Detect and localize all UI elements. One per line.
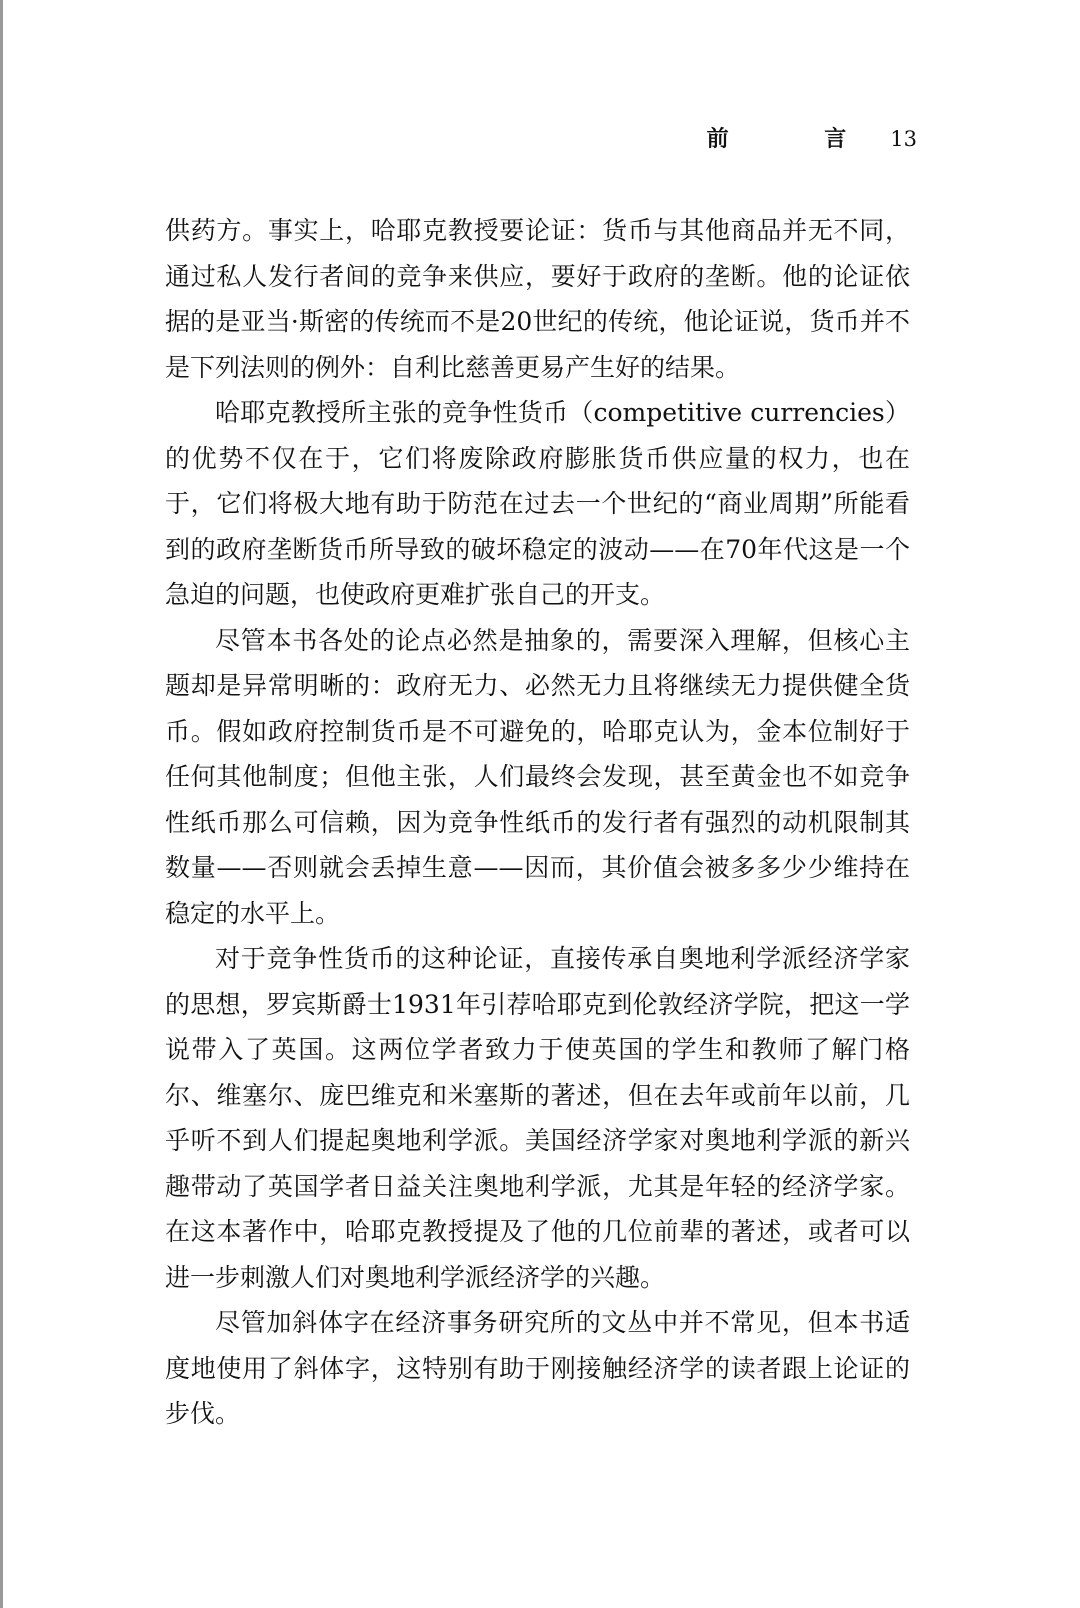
- paragraph-5: 尽管加斜体字在经济事务研究所的文丛中并不常见，但本书适度地使用了斜体字，这特别有助于刚接触经济学的读者跟上论证的步伐。: [165, 1308, 910, 1428]
- running-head-title: 前 言: [706, 126, 891, 152]
- page-left-edge: [0, 0, 3, 1608]
- paragraph-1: 供药方。事实上，哈耶克教授要论证：货币与其他商品并无不同，通过私人发行者间的竞争来供应，要好于政府的垄断。他的论证依据的是亚当·斯密的传统而不是20世纪的传统，他论证说，货币并不是下列法则的例外：自利比慈善更易产生好的结果。: [165, 216, 910, 382]
- running-head: [707, 122, 917, 156]
- paragraph-2: 哈耶克教授所主张的竞争性货币（competitive currencies）的优势不仅在于，它们将废除政府膨胀货币供应量的权力，也在于，它们将极大地有助于防范在过去一个世纪的“商业周期”所能看到的政府垄断货币所导致的破坏稳定的波动——在70年代这是一个急迫的问题，也使政府更难扩张自己的开支。: [165, 398, 910, 609]
- paragraph-4: 对于竞争性货币的这种论证，直接传承自奥地利学派经济学家的思想，罗宾斯爵士1931年引荐哈耶克到伦敦经济学院，把这一学说带入了英国。这两位学者致力于使英国的学生和教师了解门格尔、维塞尔、庞巴维克和米塞斯的著述，但在去年或前年以前，几乎听不到人们提起奥地利学派。美国经济学家对奥地利学派的新兴趣带动了英国学者日益关注奥地利学派，尤其是年轻的经济学家。在这本著作中，哈耶克教授提及了他的几位前辈的著述，或者可以进一步刺激人们对奥地利学派经济学的兴趣。: [165, 944, 910, 1292]
- paragraph-3: 尽管本书各处的论点必然是抽象的，需要深入理解，但核心主题却是异常明晰的：政府无力、必然无力且将继续无力提供健全货币。假如政府控制货币是不可避免的，哈耶克认为，金本位制好于任何其他制度；但他主张，人们最终会发现，甚至黄金也不如竞争性纸币那么可信赖，因为竞争性纸币的发行者有强烈的动机限制其数量——否则就会丢掉生意——因而，其价值会被多多少少维持在稳定的水平上。: [165, 625, 910, 928]
- page-number: 13: [890, 127, 917, 151]
- body-text: [165, 208, 910, 1437]
